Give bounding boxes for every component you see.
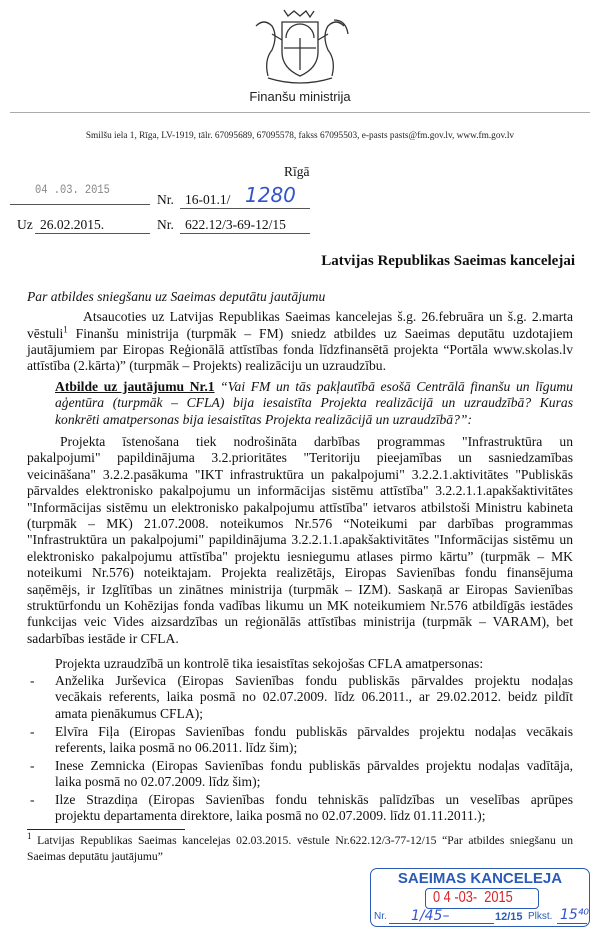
- question-line: aģentūra (turpmāk – CFLA) bija iesaistīta Projekta realizācijā un uzraudzībā? Kuras: [55, 395, 573, 410]
- official-list-item: Inese Zemnicka (Eiropas Savienības fondu publiskās pārvaldes projektu nodaļas vadītāja,: [55, 758, 573, 773]
- official-list-item: vecākais referents, laika posmā no 02.07.2009. līdz 06.2011., ar 29.02.2012. beidz pildīt: [55, 689, 573, 705]
- coat-of-arms-emblem: [248, 6, 352, 86]
- footnote-line: Saeimas deputātu jautājumu”: [27, 850, 163, 863]
- header-divider: [10, 112, 590, 113]
- stamp-nr-suffix: 12/15: [495, 911, 523, 923]
- official-list-item: laika posmā no 02.07.2009. līdz šim);: [55, 774, 261, 790]
- stamp-title: SAEIMAS KANCELEJA: [397, 870, 563, 887]
- stamp-handwritten-number: 1/45–: [411, 908, 450, 924]
- handwritten-number: 1280: [245, 183, 296, 207]
- reference-number: 622.12/3-69-12/15: [185, 217, 286, 232]
- stamp-time: 15⁴⁰: [560, 907, 590, 923]
- answer-line: veicināšana" 3.2.2.pasākuma "IKT infrastruktūra un pakalpojumi" 3.2.2.1.aktivitātes "Publiskās: [27, 466, 573, 482]
- official-list-item: projektu departamenta direktore, laika posmā no 02.07.2009. līdz 01.11.2011.);: [55, 808, 486, 824]
- intro-line: vēstuli$^1$ Finanšu ministrija (turpmāk – FM) sniedz atbildes uz Saeimas deputātu uzdotajiem: [27, 324, 573, 341]
- stamp-nr-label: Nr.: [374, 911, 387, 922]
- answer-line: saņēmējs, ir Izglītības un zinātnes ministrija (turpmāk – IZM). Saskaņā ar Eiropas Savienības: [27, 581, 573, 597]
- uz-label: Uz: [17, 217, 33, 232]
- list-bullet: -: [30, 758, 35, 773]
- list-bullet: -: [30, 724, 35, 739]
- reference-date: 26.02.2015.: [40, 217, 105, 232]
- uz-nr-label: Nr.: [157, 217, 174, 232]
- recipient: Latvijas Republikas Saeimas kancelejai: [321, 253, 575, 269]
- intro-line: Atsaucoties uz Latvijas Republikas Saeimas kancelejas š.g. 26.februāra un š.g. 2.marta: [83, 309, 573, 324]
- stamp-date: 0 4 -03- 2015: [433, 889, 513, 906]
- answer-line: struktūrfondu un Kohēzijas fonda vadības likumu un MK noteikumiem Nr.576 atbildīgās iestādes: [27, 598, 573, 613]
- document-number: 16-01.1/: [185, 192, 231, 207]
- answer-line: funkcijas veic Vides aizsardzības un reģionālās attīstības ministrija (turpmāk – VARAM), bet: [27, 614, 573, 630]
- ministry-name: Finanšu ministrija: [249, 89, 351, 104]
- official-list-item: Anželika Jurševica (Eiropas Savienības fondu publiskās pārvaldes projektu nodaļas: [55, 673, 573, 688]
- official-list-item: amata pienākumus CFLA);: [55, 705, 203, 721]
- address-line: Smilšu iela 1, Rīga, LV-1919, tālr. 67095689, 67095578, fakss 67095503, e-pasts pasts@fm.gov.lv, www.fm.gov.lv: [85, 131, 515, 141]
- answer-line: sadarbības iestāde ir CFLA.: [27, 630, 179, 646]
- list-bullet: -: [30, 673, 35, 688]
- footnote-ref: 1: [63, 324, 68, 335]
- intro-line: jautājumiem par Eiropas Reģionālā attīstības fonda līdzfinansētā projekta “Portāla www.skolas.lv: [27, 342, 573, 357]
- official-list-item: Elvīra Fiļa (Eiropas Savienības fondu publiskās pārvaldes projektu nodaļas vecākais: [55, 724, 573, 739]
- question-line: Atbilde uz jautājumu Nr.1 “Vai FM un tās pakļautībā esošā Centrālā finanšu un līgumu: [55, 379, 573, 394]
- answer-line: noteikumi Nr.576) noteiktajam. Projekta realizētājs, Eiropas Savienības fondu finansējuma: [27, 565, 573, 581]
- officials-intro: Projekta uzraudzībā un kontrolē tika iesaistītas sekojošas CFLA amatpersonas:: [55, 656, 484, 671]
- question-label: Atbilde uz jautājumu Nr.1: [55, 379, 215, 394]
- stamp-time-label: Plkst.: [528, 911, 553, 922]
- footnote-divider: [27, 829, 185, 830]
- answer-line: "Informācijas sistēmu un elektronisko pakalpojumu attīstība" ietvaros atbilstoši Ministru kabineta: [27, 499, 573, 515]
- answer-line: (turpmāk – MK) 21.07.2008. noteikumos Nr.576 “Noteikumi par darbības programmas: [27, 516, 573, 531]
- answer-line: "Infrastruktūra un pakalpojumi" papildinājuma 3.2.2.1.1.apakšaktivitātes "Informācijas sistēmu un: [27, 532, 573, 548]
- official-list-item: Ilze Strazdiņa (Eiropas Savienības fondu tehniskās palīdzības un veselības aprūpes: [55, 792, 573, 807]
- answer-line: elektronisko pakalpojumu attīstība" projektu iesniegumu atlases pirmo kārtu” (turpmāk – MK: [27, 548, 573, 564]
- footnote-line: $^1$ Latvijas Republikas Saeimas kancelejas 02.03.2015. vēstule Nr.622.12/3-77-12/15 “Par atbildes sniegšanu un: [27, 831, 574, 847]
- answer-line: pārvaldes elektronisko pakalpojumu un informācijas sistēmu attīstība" 3.2.2.1.1.apakšaktivitātes: [27, 483, 573, 499]
- answer-line: pakalpojumi" papildinājuma 3.2.prioritātes "Teritoriju pieejamības un sasniedzamības: [27, 450, 573, 466]
- received-stamp: [370, 868, 590, 927]
- list-bullet: -: [30, 792, 35, 807]
- question-line: konkrēti amatpersonas bija iesaistītas Projekta realizācijā un uzraudzībā?”:: [55, 412, 472, 427]
- document-date: 04 .03. 2015: [35, 182, 110, 197]
- subject: Par atbildes sniegšanu uz Saeimas deputātu jautājumu: [27, 289, 326, 304]
- intro-line: attīstība (2.kārta)” (turpmāk – Projekts) realizāciju un uzraudzību.: [27, 358, 386, 373]
- official-list-item: referents, laika posmā no 06.2011. līdz šim);: [55, 740, 298, 756]
- place: Rīgā: [284, 164, 310, 179]
- answer-line: Projekta īstenošana tiek nodrošināta darbības programmas "Infrastruktūra un: [60, 434, 573, 449]
- nr-label: Nr.: [157, 192, 174, 207]
